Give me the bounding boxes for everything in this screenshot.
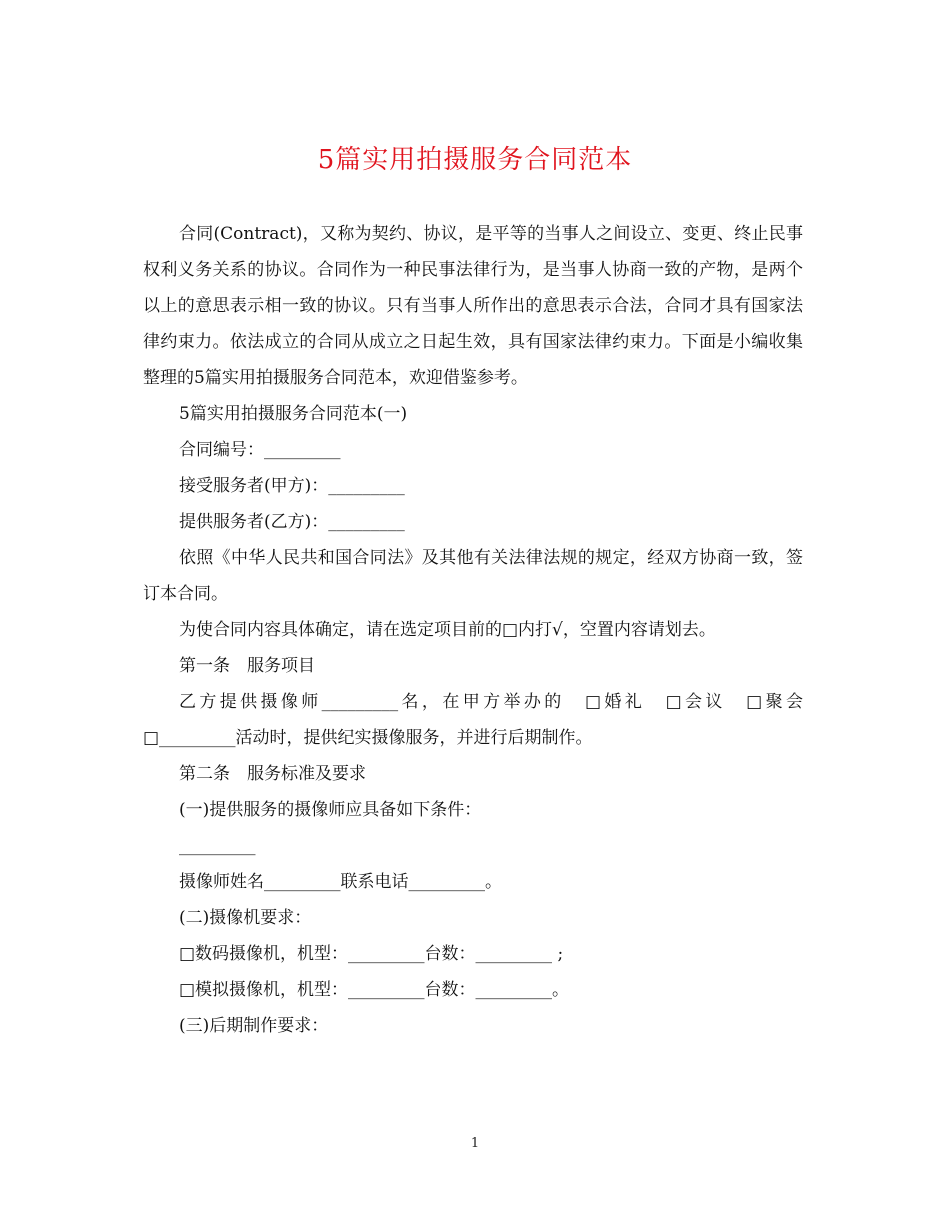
- legal-basis-paragraph: 依照《中华人民共和国合同法》及其他有关法律法规的规定，经双方协商一致，签订本合同。: [143, 548, 803, 604]
- document-title: 5篇实用拍摄服务合同范本: [317, 145, 633, 175]
- photographer-line: 摄像师姓名_________联系电话_________。: [179, 872, 502, 892]
- article-2-heading: 第二条 服务标准及要求: [179, 764, 366, 784]
- party-b-line: 提供服务者(乙方)：_________: [179, 512, 405, 532]
- party-a-line: 接受服务者(甲方)：_________: [179, 476, 405, 496]
- document-body: [143, 216, 820, 1044]
- requirement-item-1-blank: _________: [179, 836, 256, 856]
- section-heading: 5篇实用拍摄服务合同范本(一): [179, 404, 408, 424]
- requirement-item-2: (二)摄像机要求：: [179, 908, 312, 928]
- requirement-item-1: (一)提供服务的摄像师应具备如下条件：: [179, 800, 482, 820]
- instruction-paragraph: 为使合同内容具体确定，请在选定项目前的□内打√，空置内容请划去。: [179, 620, 716, 640]
- requirement-item-3: (三)后期制作要求：: [179, 1016, 329, 1036]
- contract-number-line: 合同编号：_________: [179, 440, 341, 460]
- intro-paragraph: 合同(Contract)，又称为契约、协议，是平等的当事人之间设立、变更、终止民事权利义务关系的协议。合同作为一种民事法律行为，是当事人协商一致的产物，是两个以上的意思表示相一致的协议。只有当事人所作出的意思表示合法，合同才具有国家法律约束力。依法成立的合同从成立之日起生效，具有国家法律约束力。下面是小编收集整理的5篇实用拍摄服务合同范本，欢迎借鉴参考。: [143, 224, 803, 388]
- page-number: 1: [470, 1136, 480, 1151]
- article-1-body: 乙方提供摄像师_________名，在甲方举办的 □婚礼 □会议 □聚会 □_________活动时，提供纪实摄像服务，并进行后期制作。: [143, 692, 820, 748]
- digital-camera-line: □数码摄像机，机型：_________台数：_________ ;: [179, 944, 564, 964]
- article-1-heading: 第一条 服务项目: [179, 656, 315, 676]
- analog-camera-line: □模拟摄像机，机型：_________台数：_________。: [179, 980, 570, 1000]
